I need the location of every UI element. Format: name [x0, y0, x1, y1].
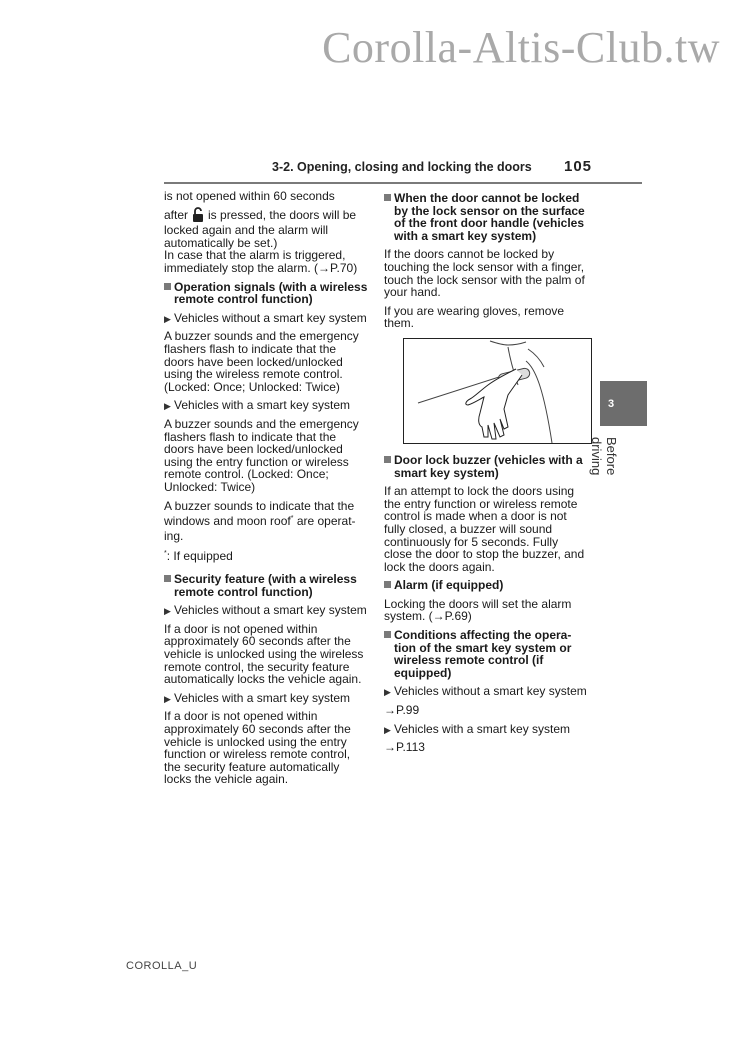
conditions-heading: Conditions affecting the operation of the smart key system or wireless remote control (if equipped)	[384, 629, 588, 679]
alarm-text: Locking the doors will set the alarm system. (→P.69)	[384, 596, 572, 624]
after-rest: is pressed, the doors will be locked again and the alarm will automatically be set.)	[164, 207, 357, 250]
triangle-bullet-icon: ▶	[164, 693, 171, 704]
security-feature-heading: Security feature (with a wireless remote control function)	[164, 573, 368, 598]
operation-signals-heading: Operation signals (with a wireless remote control function)	[164, 281, 368, 306]
page-number: 105	[564, 158, 593, 175]
footnote-sup: *	[290, 515, 294, 523]
lock-sensor-text: If the doors cannot be locked by touching the lock sensor with a finger, touch the lock sensor with the palm of your hand.	[384, 247, 585, 300]
chapter-label: Before driving	[589, 437, 619, 476]
alarm-heading: Alarm (if equipped)	[384, 579, 588, 592]
door-lock-buzzer-heading: Door lock buzzer (vehicles with a smart key system)	[384, 454, 588, 479]
lock-icon	[192, 207, 204, 225]
square-bullet-icon	[164, 283, 171, 290]
lock-sensor-heading: When the door cannot be locked by the lock sensor on the surface of the front door handle (vehicles with a smart key system)	[384, 192, 588, 242]
triangle-bullet-icon: ▶	[164, 606, 171, 617]
square-bullet-icon	[384, 456, 391, 463]
after-paragraph	[164, 207, 368, 250]
intro-line: is not opened within 60 seconds	[164, 189, 335, 203]
square-bullet-icon	[384, 581, 391, 588]
alarm-note: In case that the alarm is triggered, immediately stop the alarm. (→P.70)	[164, 248, 358, 275]
sec-bullet-no-smart-key: ▶ Vehicles without a smart key system	[164, 603, 367, 618]
cond-ref-smart-key: →P.113	[384, 740, 425, 755]
after-word: after	[164, 207, 189, 222]
cond-bullet-no-smart-key: ▶ Vehicles without a smart key system	[384, 684, 587, 699]
op-bullet-no-smart-key: ▶ Vehicles without a smart key system	[164, 310, 367, 325]
square-bullet-icon	[384, 194, 391, 201]
cond-ref-no-smart-key: →P.99	[384, 703, 420, 718]
footer-code: COROLLA_U	[126, 960, 198, 972]
buzzer-windows-text: A buzzer sounds to indicate that the windows and moon roof* are operating.	[164, 499, 356, 544]
sec-text-smart-key: If a door is not opened within approximately 60 seconds after the vehicle is unlocked using the entry function or wireless remote control, the security feature automatically locks the vehicle again.	[164, 709, 351, 787]
op-text-no-smart-key: A buzzer sounds and the emergency flashers flash to indicate that the doors have been locked/unlocked using the wireless remote control. (Locked: Once; Unlocked: Twice)	[164, 329, 359, 394]
triangle-bullet-icon: ▶	[164, 313, 171, 324]
gloves-text: If you are wearing gloves, remove them.	[384, 303, 565, 331]
hand-on-handle-icon	[404, 339, 591, 443]
watermark: Corolla-Altis-Club.tw	[322, 23, 720, 72]
op-bullet-smart-key: ▶ Vehicles with a smart key system	[164, 398, 351, 413]
cond-bullet-smart-key: ▶ Vehicles with a smart key system	[384, 721, 571, 736]
square-bullet-icon	[164, 575, 171, 582]
sec-bullet-smart-key: ▶ Vehicles with a smart key system	[164, 690, 351, 705]
sec-text-no-smart-key: If a door is not opened within approximately 60 seconds after the vehicle is unlocked using the wireless remote control, the security feature automatically locks the vehicle again.	[164, 621, 364, 687]
door-handle-illustration	[403, 338, 592, 444]
op-text-smart-key: A buzzer sounds and the emergency flashers flash to indicate that the doors have been locked/unlocked using the entry function or wireless remote control. (Locked: Once; Unlocked: Twice)	[164, 416, 359, 494]
left-column	[164, 190, 368, 792]
right-column	[384, 190, 588, 760]
door-lock-buzzer-text: If an attempt to lock the doors using the entry function or wireless remote control is made when a door is not fully closed, a buzzer will sound continuously for 5 seconds. Fully close the door to stop the buzzer, and lock the doors again.	[384, 484, 585, 574]
triangle-bullet-icon: ▶	[164, 401, 171, 412]
triangle-bullet-icon: ▶	[384, 724, 391, 735]
chapter-number: 3	[608, 398, 615, 410]
triangle-bullet-icon: ▶	[384, 687, 391, 698]
header-rule	[164, 182, 642, 184]
square-bullet-icon	[384, 631, 391, 638]
section-title: 3-2. Opening, closing and locking the doors	[272, 160, 532, 174]
footnote: *: If equipped	[164, 549, 233, 564]
